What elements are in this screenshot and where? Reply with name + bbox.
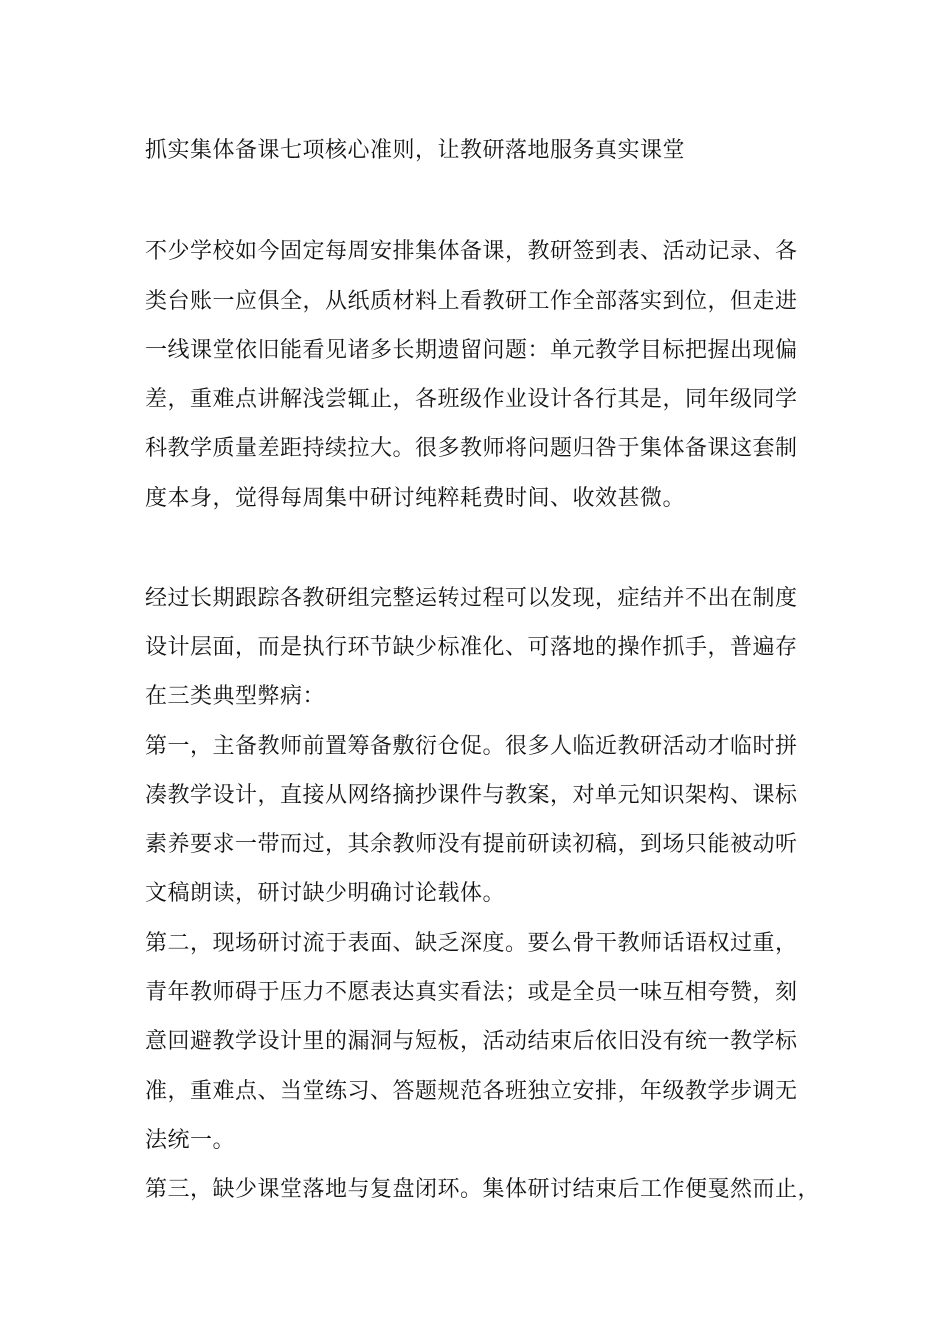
point-1-line-4: 文稿朗读，研讨缺少明确讨论载体。 <box>145 881 506 906</box>
point-3-line-1: 第三，缺少课堂落地与复盘闭环。集体研讨结束后工作便戛然而止， <box>145 1177 821 1202</box>
point-2-line-2: 青年教师碍于压力不愿表达真实看法；或是全员一味互相夸赞，刻 <box>145 980 798 1005</box>
paragraph-2-line-2: 设计层面，而是执行环节缺少标准化、可落地的操作抓手，普遍存 <box>145 635 798 660</box>
paragraph-1-line-3: 一线课堂依旧能看见诸多长期遗留问题：单元教学目标把握出现偏 <box>145 338 798 363</box>
point-2-line-3: 意回避教学设计里的漏洞与短板，活动结束后依旧没有统一教学标 <box>145 1029 798 1054</box>
point-1-line-2: 凑教学设计，直接从网络摘抄课件与教案，对单元知识架构、课标 <box>145 783 798 808</box>
paragraph-1-line-4: 差，重难点讲解浅尝辄止，各班级作业设计各行其是，同年级同学 <box>145 387 798 412</box>
paragraph-1-line-2: 类台账一应俱全，从纸质材料上看教研工作全部落实到位，但走进 <box>145 289 798 314</box>
paragraph-1-line-5: 科教学质量差距持续拉大。很多教师将问题归咎于集体备课这套制 <box>145 436 798 461</box>
point-2-line-1: 第二，现场研讨流于表面、缺乏深度。要么骨干教师话语权过重， <box>145 931 798 956</box>
point-1-line-1: 第一，主备教师前置筹备敷衍仓促。很多人临近教研活动才临时拼 <box>145 734 798 759</box>
point-2-line-5: 法统一。 <box>145 1128 236 1153</box>
document-title: 抓实集体备课七项核心准则，让教研落地服务真实课堂 <box>145 138 686 163</box>
paragraph-1-line-1: 不少学校如今固定每周安排集体备课，教研签到表、活动记录、各 <box>145 239 798 264</box>
paragraph-2-line-1: 经过长期跟踪各教研组完整运转过程可以发现，症结并不出在制度 <box>145 586 798 611</box>
point-2-line-4: 准，重难点、当堂练习、答题规范各班独立安排，年级教学步调无 <box>145 1079 798 1104</box>
paragraph-1-line-6: 度本身，觉得每周集中研讨纯粹耗费时间、收效甚微。 <box>145 486 686 511</box>
point-1-line-3: 素养要求一带而过，其余教师没有提前研读初稿，到场只能被动听 <box>145 832 798 857</box>
paragraph-2-line-3: 在三类典型弊病： <box>145 684 326 709</box>
